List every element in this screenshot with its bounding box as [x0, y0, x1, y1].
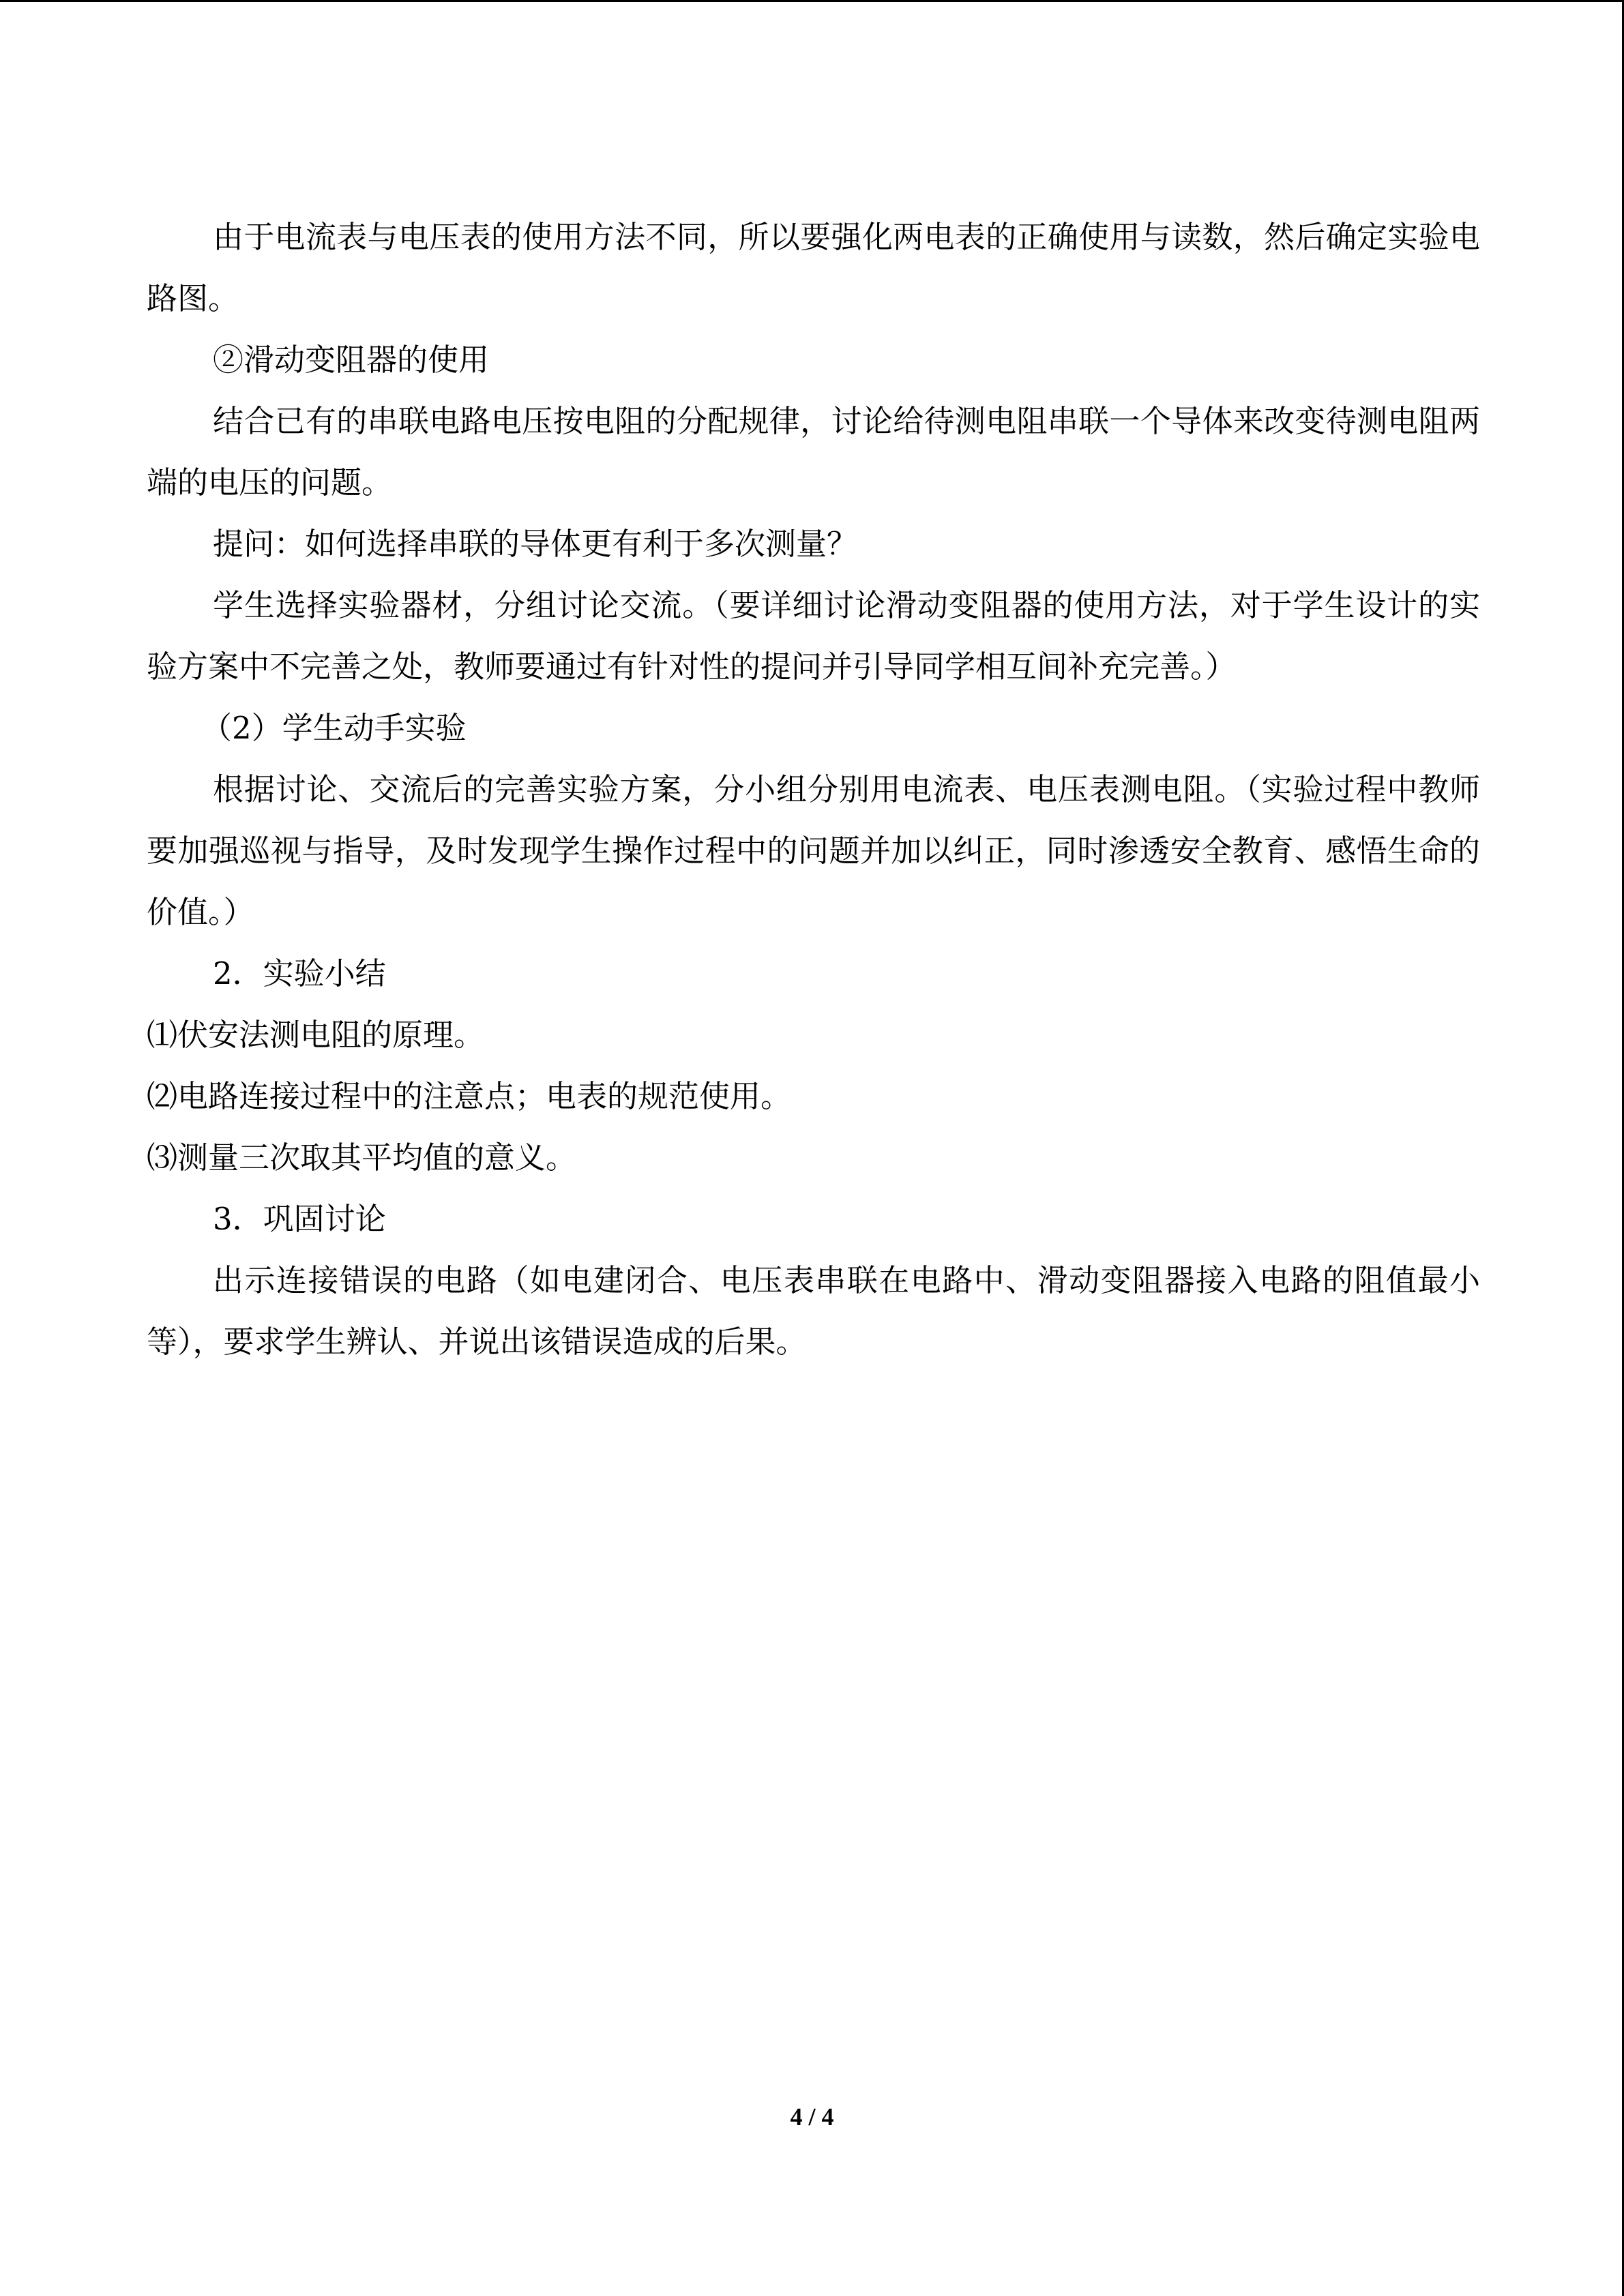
list-item-principle: ⑴伏安法测电阻的原理。 [147, 1017, 485, 1053]
paragraph-wrong-circuit: 出示连接错误的电路（如电建闭合、电压表串联在电路中、滑动变阻器接入电路的阻值最小等），要求学生辨认、并说出该错误造成的后果。 [147, 1262, 1480, 1360]
heading-student-experiment: （2）学生动手实验 [201, 710, 467, 746]
paragraph-circuit-diagram: 由于电流表与电压表的使用方法不同，所以要强化两电表的正确使用与读数，然后确定实验电路图。 [147, 219, 1480, 316]
heading-experiment-summary: 2．实验小结 [213, 955, 386, 992]
heading-consolidation: 3．巩固讨论 [213, 1201, 386, 1237]
paragraph-experiment-process: 根据讨论、交流后的完善实验方案，分小组分别用电流表、电压表测电阻。（实验过程中教师要加强巡视与指导，及时发现学生操作过程中的问题并加以纠正，同时渗透安全教育、感悟生命的价值。） [147, 771, 1480, 930]
list-item-circuit-notes: ⑵电路连接过程中的注意点；电表的规范使用。 [147, 1078, 792, 1114]
paragraph-question: 提问：如何选择串联的导体更有利于多次测量？ [213, 526, 858, 562]
page-number: 4 / 4 [790, 2103, 834, 2130]
list-item-average-meaning: ⑶测量三次取其平均值的意义。 [147, 1139, 577, 1176]
paragraph-series-voltage: 结合已有的串联电路电压按电阻的分配规律，讨论给待测电阻串联一个导体来改变待测电阻两端的电压的问题。 [147, 403, 1480, 501]
heading-rheostat-usage: ②滑动变阻器的使用 [213, 342, 490, 378]
paragraph-student-discussion: 学生选择实验器材，分组讨论交流。（要详细讨论滑动变阻器的使用方法，对于学生设计的实验方案中不完善之处，教师要通过有针对性的提问并引导同学相互间补充完善。） [147, 587, 1480, 685]
document-body [147, 207, 1480, 1373]
